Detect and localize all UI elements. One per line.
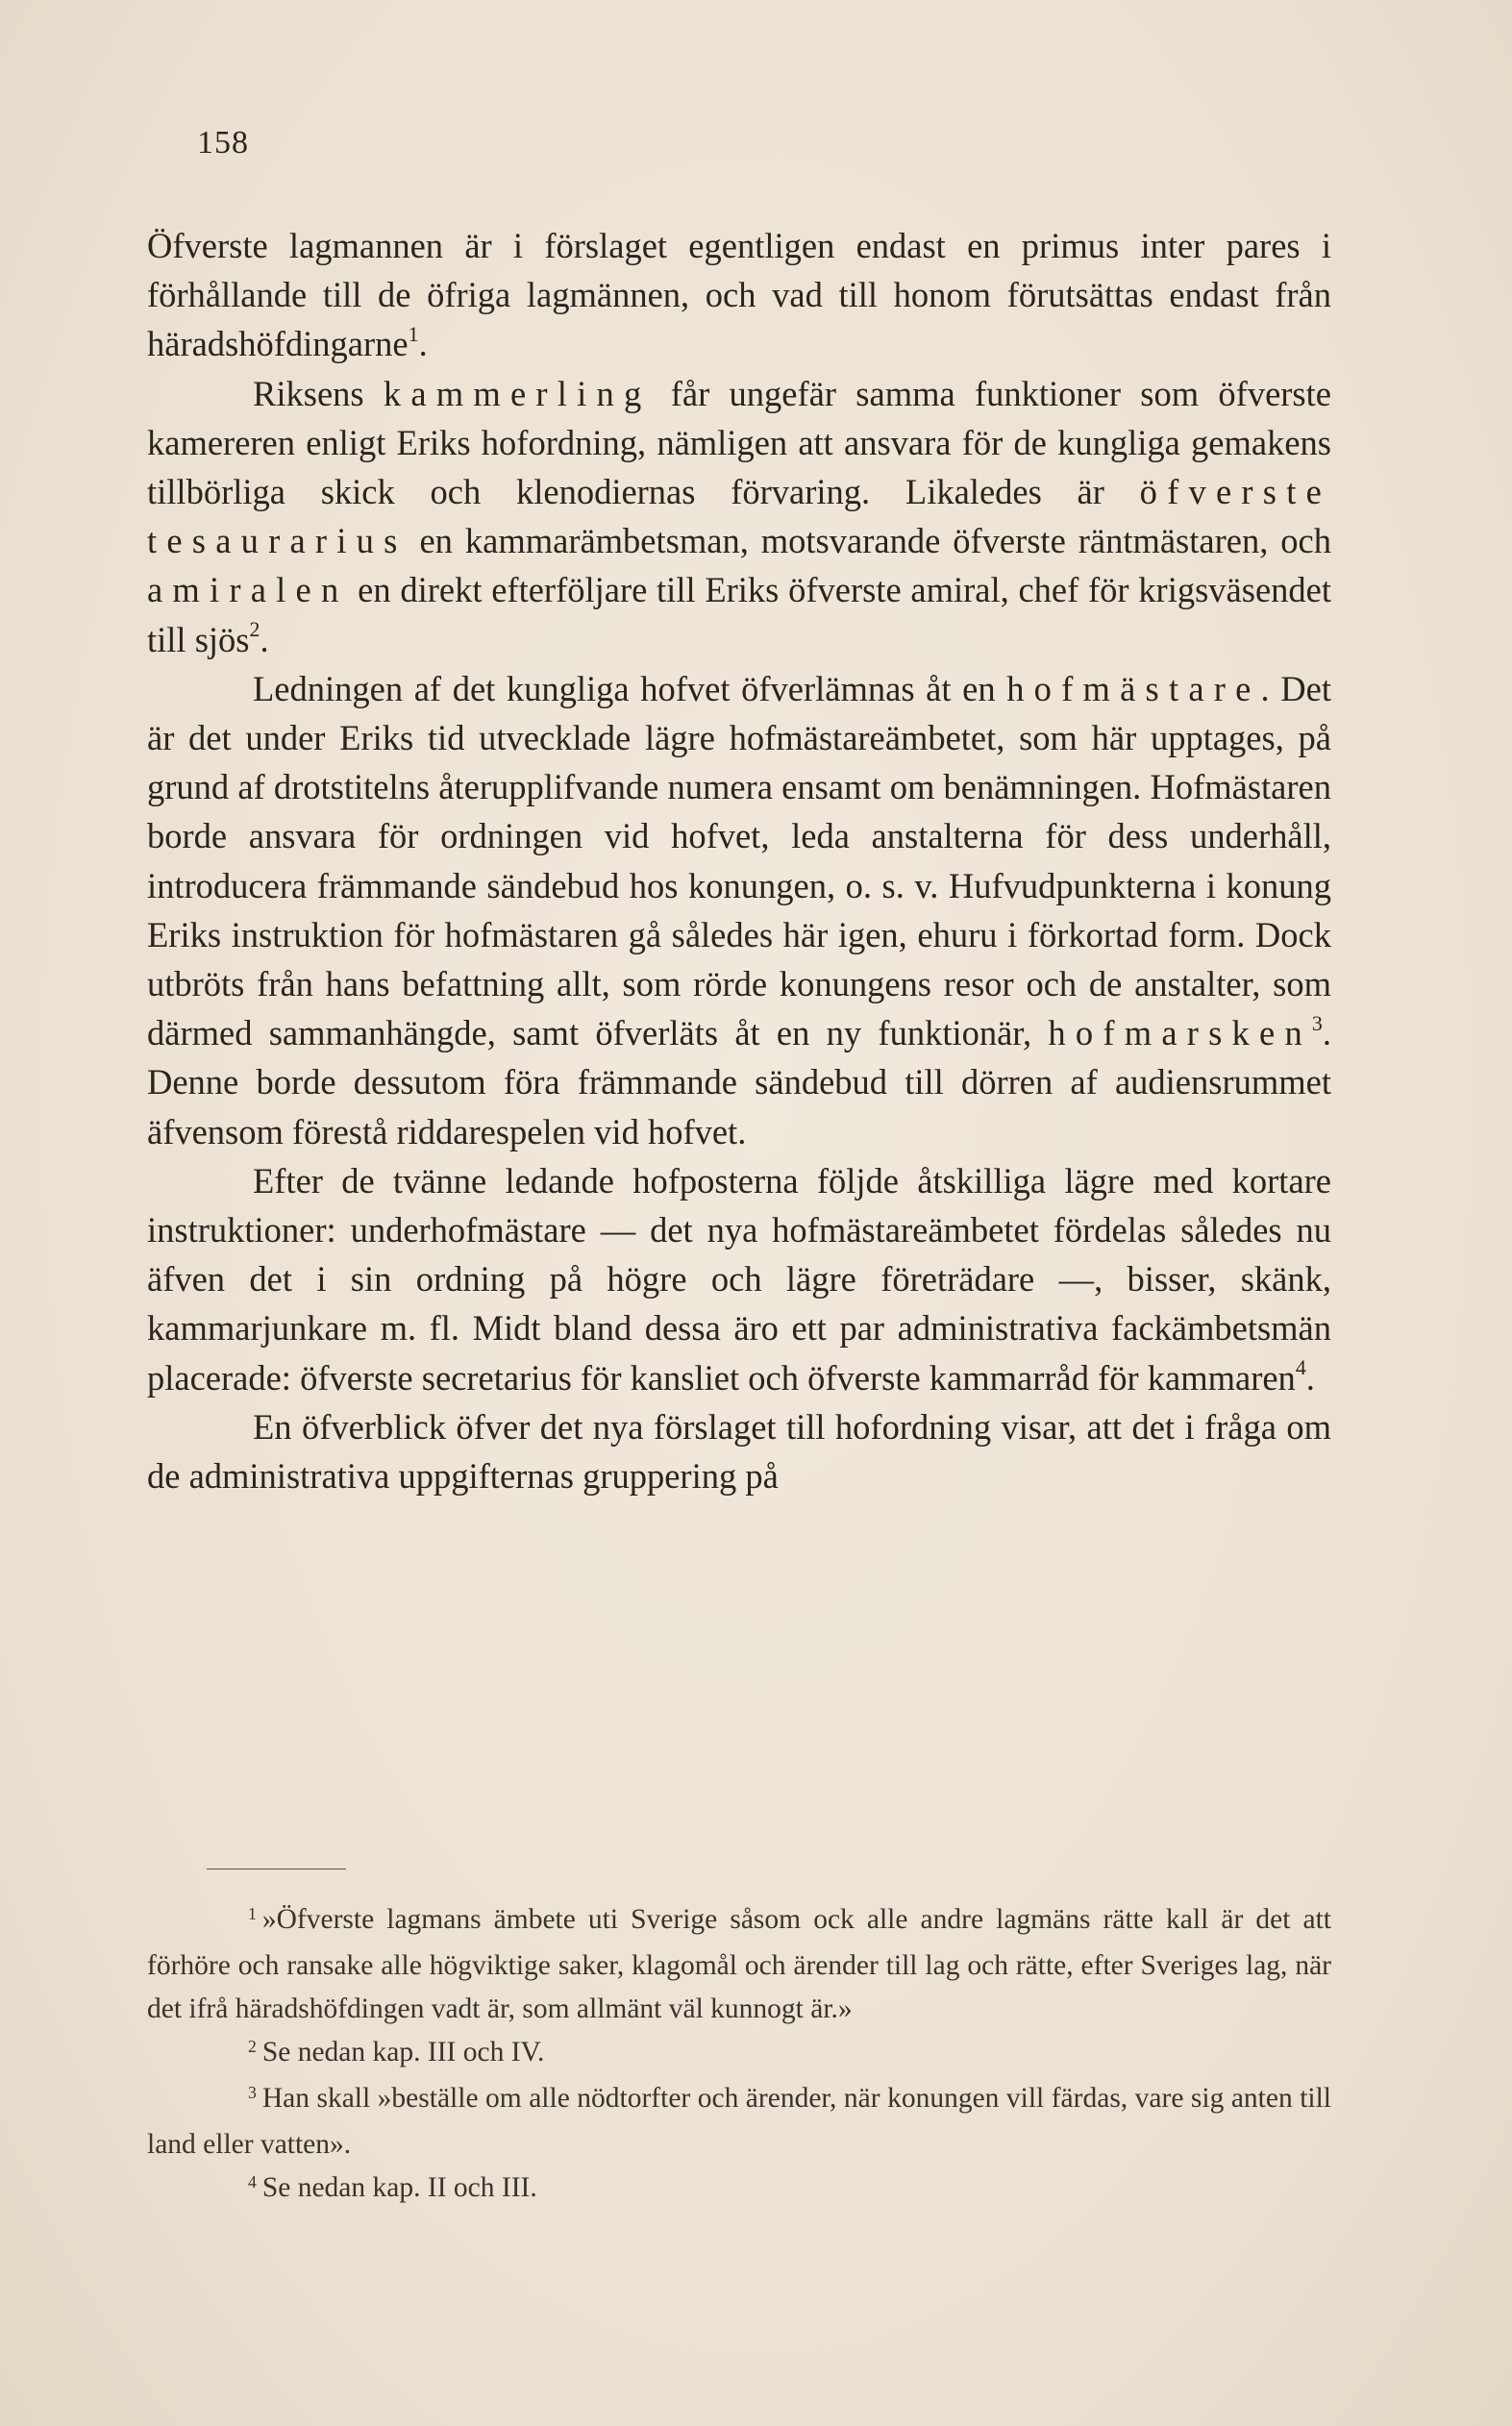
- spaced-term: hofmarsken: [1048, 1013, 1312, 1053]
- footnote-ref: 4: [1295, 1355, 1306, 1380]
- footnote-text: Se nedan kap. II och III.: [261, 2172, 537, 2203]
- text-run: en direkt efterföljare till Eriks öfverste amiral, chef för krigsväsendet till sjös: [147, 570, 1331, 659]
- footnote-ref: 2: [249, 617, 260, 642]
- footnote-ref: 3: [1311, 1010, 1323, 1035]
- spaced-term: amiralen: [147, 570, 349, 610]
- paragraph: [147, 369, 1331, 664]
- footnote: [147, 2166, 1331, 2213]
- text-run: Ledningen af det kungliga hofvet öfverlämnas åt en: [253, 668, 1007, 708]
- spaced-term: kammerling: [383, 373, 652, 413]
- footnote: [147, 1898, 1331, 2031]
- footnote-text: »Öfverste lagmans ämbete uti Sverige såsom ock alle andre lagmäns rätte kall är det att förhöre och ransake alle högviktige saker, klagomål och ärender till lag och rätte, efter Sveriges lag, när det ifrå häradshöfdingen vadt är, som allmänt väl kunnogt är.»: [147, 1904, 1331, 2024]
- text-run: Riksens: [253, 373, 384, 413]
- paragraph: [147, 1156, 1331, 1402]
- footnote-number: 2: [248, 2037, 257, 2057]
- footnotes: [147, 1898, 1331, 2213]
- text-run: . Denne borde dessutom föra främmande sändebud till dörren af audiensrummet äfvensom förestå riddarespelen vid hofvet.: [147, 1013, 1331, 1151]
- text-run: Efter de tvänne ledande hofposterna följde åtskilliga lägre med kortare instruktioner: underhofmästare — det nya hofmästareämbetet fördelas således nu äfven det i sin ordning på högre och lägre företrädare —, bisser, skänk, kammarjunkare m. fl. Midt bland dessa äro ett par administrativa fackämbetsmän placerade: öfverste secretarius för kansliet och öfverste kammarråd för kammaren: [147, 1160, 1331, 1398]
- footnote-text: Han skall »beställe om alle nödtorfter och ärender, när konungen vill färdas, vare sig anten till land eller vatten».: [147, 2083, 1331, 2160]
- text-run: Öfverste lagmannen är i förslaget egentligen endast en primus inter pares i förhållande till de öfriga lagmännen, och vad till honom förutsättas endast från häradshöfdingarne: [147, 226, 1331, 364]
- page-number: 158: [197, 125, 249, 161]
- spaced-term: hofmästare: [1006, 668, 1261, 708]
- paragraph: [147, 664, 1331, 1156]
- footnote-number: 1: [248, 1904, 257, 1924]
- text-run: .: [260, 619, 269, 659]
- footnote-number: 4: [248, 2172, 257, 2192]
- text-run: En öfverblick öfver det nya förslaget till hofordning visar, att det i fråga om de administrativa uppgifternas gruppering på: [147, 1406, 1331, 1497]
- paragraph: [147, 1402, 1331, 1500]
- footnote: [147, 2031, 1331, 2077]
- text-run: .: [418, 324, 428, 364]
- paragraph: [147, 221, 1331, 369]
- text-run: en kammarämbetsman, motsvarande öfverste räntmästaren, och: [407, 521, 1331, 561]
- footnote-ref: 1: [408, 322, 419, 347]
- text-run: . Det är det under Eriks tid utvecklade lägre hofmästareämbetet, som här upptages, på grund af drotstitelns återupplifvande numera ensamt om benämningen. Hofmästaren borde ansvara för ordningen vid hofvet, leda anstalterna för dess underhåll, introducera främmande sändebud hos konungen, o. s. v. Hufvudpunkterna i konung Eriks instruktion för hofmästaren gå således här igen, ehuru i förkortad form. Dock utbröts från hans befattning allt, som rörde konungens resor och de anstalter, som därmed sammanhängde, samt öfverläts åt en ny funktionär,: [147, 668, 1331, 1053]
- footnote: [147, 2077, 1331, 2166]
- main-text: [147, 221, 1331, 1500]
- text-run: .: [1305, 1357, 1315, 1398]
- footnote-number: 3: [248, 2083, 257, 2103]
- spaced-term: öfverste tesaurarius: [147, 472, 1331, 561]
- footnote-text: Se nedan kap. III och IV.: [261, 2037, 545, 2067]
- text-run: får ungefär samma funktioner som öfverste kamereren enligt Eriks hofordning, nämligen att ansvara för de kungliga gemakens tillbörliga skick och klenodiernas förvaring. Likaledes är: [147, 373, 1331, 512]
